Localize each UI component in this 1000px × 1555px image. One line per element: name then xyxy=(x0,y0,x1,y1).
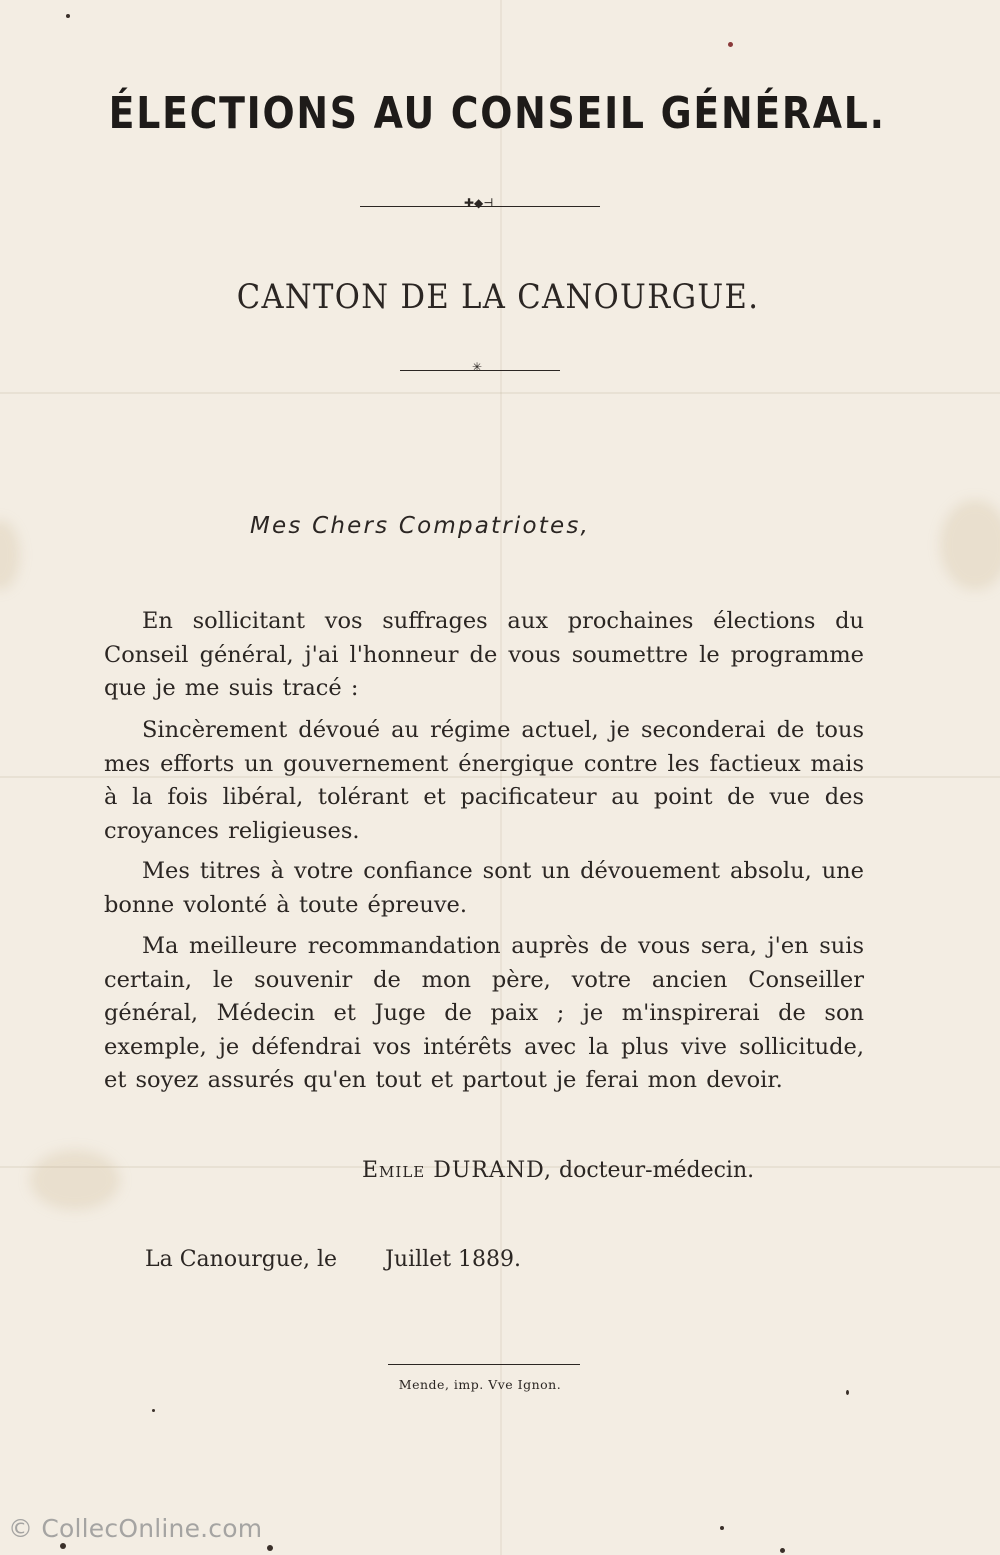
date-month-year: Juillet 1889. xyxy=(385,1247,522,1272)
date-line xyxy=(145,1247,521,1272)
ink-speck xyxy=(780,1548,785,1553)
ink-speck xyxy=(267,1545,273,1551)
paragraph-1: En sollicitant vos suffrages aux prochaines élections du Conseil général, j'ai l'honneur de vous soumettre le programme que je me suis tracé : xyxy=(104,608,864,701)
ink-speck xyxy=(152,1409,155,1412)
ink-speck xyxy=(60,1543,66,1549)
paper-stain xyxy=(0,520,20,590)
divider-ornament-icon: ✚◆⊣ xyxy=(464,196,494,210)
document-title: ÉLECTIONS AU CONSEIL GÉNÉRAL. xyxy=(108,88,886,139)
ink-speck xyxy=(66,14,70,18)
divider-ornament-icon: ✳ xyxy=(472,360,483,374)
signature-name: Emile DURAND, xyxy=(362,1158,552,1183)
paragraph-4: Ma meilleure recommandation auprès de vous sera, j'en suis certain, le souvenir de mon père, votre ancien Conseiller général, Médecin et Juge de paix ; je m'inspirerai de son exemple, je défendrai vos intérêts avec la plus vive sollicitude, et soyez assurés qu'en tout et partout je ferai mon devoir. xyxy=(104,933,864,1093)
document-subtitle: CANTON DE LA CANOURGUE. xyxy=(236,277,760,317)
paper-stain xyxy=(940,500,1000,590)
watermark: © CollecOnline.com xyxy=(8,1514,263,1543)
paragraph-2: Sincèrement dévoué au régime actuel, je seconderai de tous mes efforts un gouvernement énergique contre les factieux mais à la fois libéral, tolérant et pacificateur au point de vue des croyances religieuses. xyxy=(104,717,864,844)
date-place: La Canourgue, le xyxy=(145,1247,338,1272)
paper-stain xyxy=(30,1150,120,1210)
signature xyxy=(362,1158,754,1183)
printer-imprint: Mende, imp. Vve Ignon. xyxy=(398,1377,562,1392)
ink-speck xyxy=(720,1526,724,1530)
printer-divider xyxy=(388,1364,580,1365)
signature-title: docteur-médecin. xyxy=(558,1158,755,1183)
salutation: Mes Chers Compatriotes, xyxy=(250,513,591,539)
paragraph-3: Mes titres à votre confiance sont un dévouement absolu, une bonne volonté à toute épreuve. xyxy=(104,858,864,918)
ink-speck xyxy=(728,42,733,47)
